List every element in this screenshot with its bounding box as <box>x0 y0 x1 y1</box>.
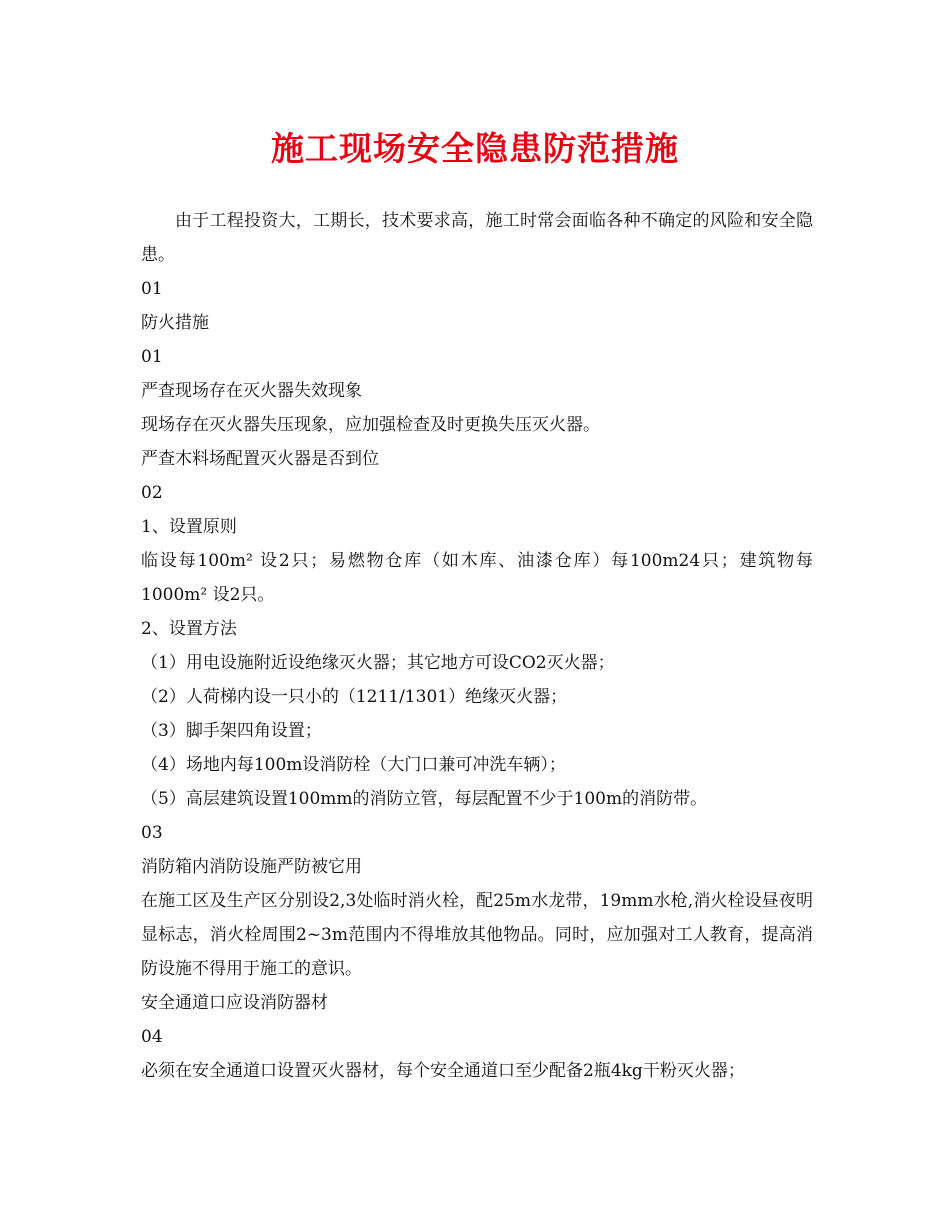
item-heading-extinguisher-failure: 严查现场存在灭火器失效现象 <box>141 381 362 401</box>
section-heading-fire-prevention: 防火措施 <box>141 313 209 333</box>
paragraph-hydrant: 在施工区及生产区分别设2,3处临时消火栓，配25m水龙带，19mm水枪,消火栓设昼夜明显标志，消火栓周围2~3m范围内不得堆放其他物品。同时，应加强对工人教育，提高消防设施不得用于施工的意识。 <box>141 891 813 979</box>
subheading-setup-method: 2、设置方法 <box>141 619 237 639</box>
section-number: 01 <box>141 279 163 299</box>
method-item: （4）场地内每100m设消防栓（大门口兼可冲洗车辆）； <box>141 755 566 775</box>
item-heading-hydrant: 消防箱内消防设施严防被它用 <box>141 857 362 877</box>
document-title: 施工现场安全隐患防范措施 <box>271 129 679 168</box>
item-number: 04 <box>141 1027 163 1047</box>
method-item: （1）用电设施附近设绝缘灭火器；其它地方可设CO2灭火器； <box>141 653 615 673</box>
item-text-safety-passage: 必须在安全通道口设置灭火器材，每个安全通道口至少配备2瓶4kg干粉灭火器； <box>141 1061 745 1081</box>
intro-paragraph: 由于工程投资大，工期长，技术要求高，施工时常会面临各种不确定的风险和安全隐患。 <box>141 211 813 265</box>
subheading-setup-principle: 1、设置原则 <box>141 517 237 537</box>
method-item: （5）高层建筑设置100mm的消防立管，每层配置不少于100m的消防带。 <box>141 789 708 809</box>
method-item: （3）脚手架四角设置； <box>141 721 322 741</box>
item-heading-wood-yard: 严查木料场配置灭火器是否到位 <box>141 449 379 469</box>
item-text-extinguisher-pressure: 现场存在灭火器失压现象，应加强检查及时更换失压灭火器。 <box>141 415 600 435</box>
paragraph-setup-principle: 临设每100m² 设2只；易燃物仓库（如木库、油漆仓库）每100m24只；建筑物每1000m² 设2只。 <box>141 551 813 605</box>
method-item: （2）人荷梯内设一只小的（1211/1301）绝缘灭火器； <box>141 687 568 707</box>
document-body <box>141 204 813 1088</box>
item-number: 01 <box>141 347 163 367</box>
item-number: 03 <box>141 823 163 843</box>
item-heading-safety-passage: 安全通道口应设消防器材 <box>141 993 328 1013</box>
item-number: 02 <box>141 483 163 503</box>
